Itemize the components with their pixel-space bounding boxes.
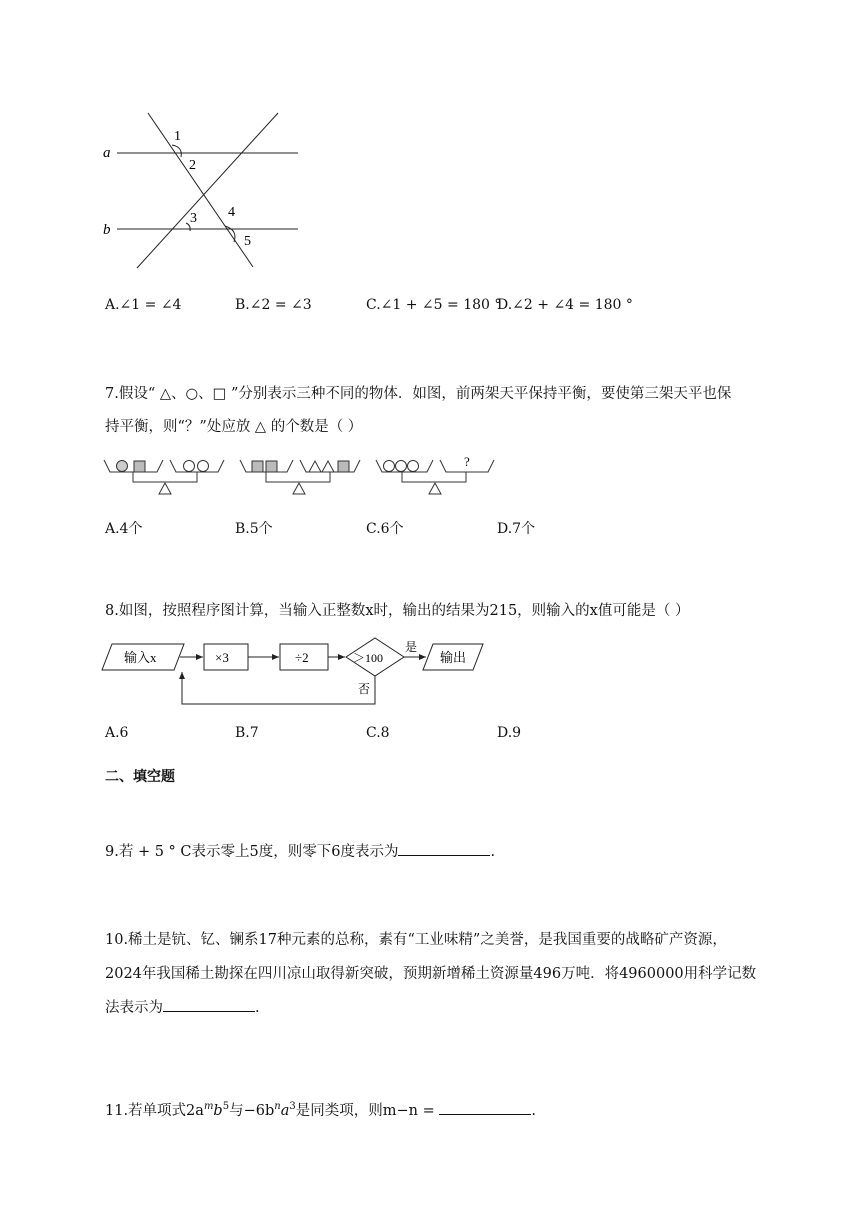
flow-input-label: 输入x — [124, 650, 157, 665]
parallel-lines-figure — [95, 105, 310, 275]
q8-option-a[interactable]: A.6 — [105, 725, 129, 741]
q6-option-b[interactable]: B.∠2 = ∠3 — [235, 297, 312, 313]
q11-tail: 是同类项，则m−n = — [295, 1102, 435, 1119]
q10-line2: 2024年我国稀土勘探在四川凉山取得新突破，预期新增稀土资源量496万吨．将4960000用科学记数 — [105, 966, 757, 982]
q6-option-d[interactable]: D.∠2 + ∠4 = 180 ° — [497, 297, 633, 313]
q11-period: . — [531, 1102, 536, 1119]
q8-option-b[interactable]: B.7 — [235, 725, 259, 741]
q9-period: . — [490, 844, 496, 860]
label-b: b — [103, 222, 111, 238]
balance-scales-figure — [100, 452, 500, 502]
q7-option-d[interactable]: D.7个 — [497, 521, 536, 537]
question-mark: ? — [464, 454, 470, 469]
angle-label-3: 3 — [190, 211, 197, 226]
flow-multiply-label: ×3 — [215, 650, 229, 665]
q10-line1: 10.稀土是钪、钇、镧系17种元素的总称，素有“工业味精”之美誉，是我国重要的战略矿产资源， — [105, 932, 727, 948]
q6-option-c[interactable]: C.∠1 + ∠5 = 180 ° — [366, 297, 502, 313]
label-a: a — [103, 145, 111, 161]
q11-var-a: a — [280, 1102, 290, 1119]
q7-option-c[interactable]: C.6个 — [366, 521, 404, 537]
angle-label-2: 2 — [189, 158, 196, 173]
q11-exp-3: 3 — [289, 1101, 296, 1112]
q7-line1: 7.假设“ △、○、□ ”分别表示三种不同的物体．如图，前两架天平保持平衡，要使第三架天平也保 — [105, 386, 732, 402]
q11-exp-5: 5 — [222, 1101, 230, 1112]
section-fill-in-title: 二、填空题 — [105, 769, 175, 785]
angle-label-4: 4 — [228, 205, 235, 220]
q9-line — [105, 838, 495, 867]
q7-option-a[interactable]: A.4个 — [105, 521, 143, 537]
flow-condition-label: ＞100 — [353, 651, 384, 665]
flow-yes-label: 是 — [405, 640, 418, 654]
q10-line3-text: 法表示为 — [105, 1000, 163, 1016]
flowchart-figure — [100, 636, 500, 711]
q9-answer-blank[interactable] — [398, 841, 490, 856]
flow-output-label: 输出 — [440, 650, 467, 665]
q11-exp-n: n — [274, 1101, 281, 1112]
q9-text: 9.若 + 5 ° C表示零上5度，则零下6度表示为 — [105, 844, 399, 860]
q11-prefix: 11.若单项式2a — [105, 1102, 204, 1119]
angle-label-5: 5 — [244, 234, 251, 249]
q8-option-c[interactable]: C.8 — [366, 725, 390, 741]
q10-answer-blank[interactable] — [163, 997, 255, 1012]
flow-divide-label: ÷2 — [295, 650, 309, 665]
angle-label-1: 1 — [174, 129, 181, 144]
q11-answer-blank[interactable] — [439, 1100, 531, 1115]
q11-var-b: b — [213, 1102, 223, 1119]
balance-scale-1 — [104, 460, 224, 494]
q7-line2: 持平衡，则“？”处应放 △ 的个数是（ ） — [105, 419, 363, 435]
flow-loop-arrow — [182, 672, 375, 704]
q8-text: 8.如图，按照程序图计算，当输入正整数x时，输出的结果为215，则输入的x值可能是（ ） — [105, 603, 690, 619]
q8-option-d[interactable]: D.9 — [497, 725, 522, 741]
balance-scale-3 — [376, 460, 494, 494]
transversal-1 — [148, 113, 253, 267]
q6-option-a[interactable]: A.∠1 = ∠4 — [105, 297, 182, 313]
q11-mid: 与−6b — [229, 1102, 275, 1119]
q11-exp-m: m — [203, 1101, 214, 1112]
q7-option-b[interactable]: B.5个 — [235, 521, 273, 537]
flow-no-label: 否 — [358, 682, 371, 696]
q10-period: . — [255, 1000, 260, 1016]
transversal-2 — [137, 113, 278, 268]
q11-line — [105, 1092, 536, 1126]
balance-scale-2 — [240, 460, 360, 494]
q10-line3 — [105, 994, 260, 1023]
